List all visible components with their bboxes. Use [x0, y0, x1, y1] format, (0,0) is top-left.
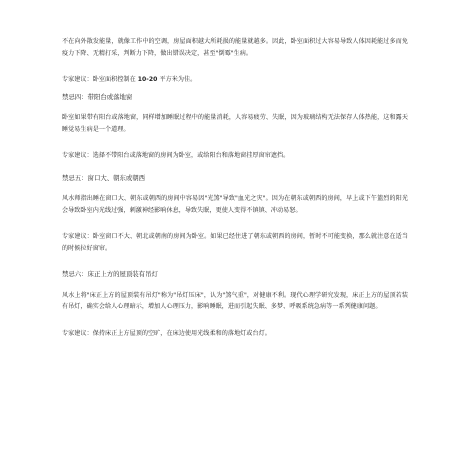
document-body	[62, 36, 408, 345]
expert-advice-balcony	[62, 150, 408, 162]
advice-text: 专家建议：保持床正上方屋顶的空旷，在床边使用光线柔和的落地灯或台灯。	[62, 329, 271, 337]
expert-advice-chandelier	[62, 328, 408, 340]
paragraph-balcony	[62, 112, 408, 135]
expert-advice-bedroom-size	[62, 74, 408, 86]
heading-text: 禁忌四：带阳台或落地窗	[62, 92, 133, 101]
heading-taboo-4	[62, 92, 408, 104]
paragraph-text: 风水上将"床正上方的屋顶装有吊灯"称为"吊灯压床"，认为"煞气重"，对健康不利。现代心理学研究发现，床正上方的屋顶若装有吊灯，确实会给人心理暗示，增加人心理压力，影响睡眠，进而引起失眠、多梦、呼吸系统急病等一系列健康问题。	[62, 291, 408, 310]
paragraph-chandelier	[62, 290, 408, 313]
advice-tail: 平方米为佳。	[157, 76, 197, 83]
expert-advice-window	[62, 231, 408, 254]
advice-bold-range: 10-20	[137, 76, 158, 83]
heading-text: 禁忌五：窗口大、朝东或朝西	[62, 173, 146, 182]
paragraph-text: 卧室如果带有阳台或落地窗，同样增加睡眠过程中的能量消耗，人容易疲劳、失眠，因为玻璃结构无法保存人体热能，这和露天睡觉易生病是一个道理。	[62, 114, 408, 133]
advice-text: 专家建议：卧室窗口不大、朝北或朝南的房间为卧室。如果已经住进了朝东或朝西的房间，暂时不可能变换，那么就注意在适当的时候拉好窗帘。	[62, 233, 408, 252]
heading-taboo-6	[62, 269, 408, 281]
heading-text: 禁忌六：床正上方的屋顶装有吊灯	[62, 270, 158, 278]
paragraph-window	[62, 193, 408, 216]
paragraph-bedroom-size-intro	[62, 36, 408, 59]
advice-text: 专家建议：卧室面积控制在	[62, 76, 138, 83]
paragraph-text: 不在向外散发能量，就像工作中的空调，房屋面积越大所耗损的能量就越多。因此，卧室面积过大容易导致人体因耗能过多而免疫力下降、无精打采，判断力下降，做出错误决定，甚至"倒霉"生病。	[62, 38, 408, 57]
paragraph-text: 风水师指出睡在窗口大、朝东或朝西的房间中容易因"光煞"导致"血光之灾"。因为在朝东或朝西的房间，早上或下午篮烈的阳光会导致卧室内光线过强，刺激神经影响休息，导致失眠，更使人变得不镇镇、冲动易怒。	[62, 195, 408, 214]
advice-text: 专家建议：选择不带阳台或落地窗的房间为卧室，或给阳台和落地窗挂厚窗帘遮挡。	[62, 152, 290, 159]
heading-taboo-5	[62, 173, 408, 185]
